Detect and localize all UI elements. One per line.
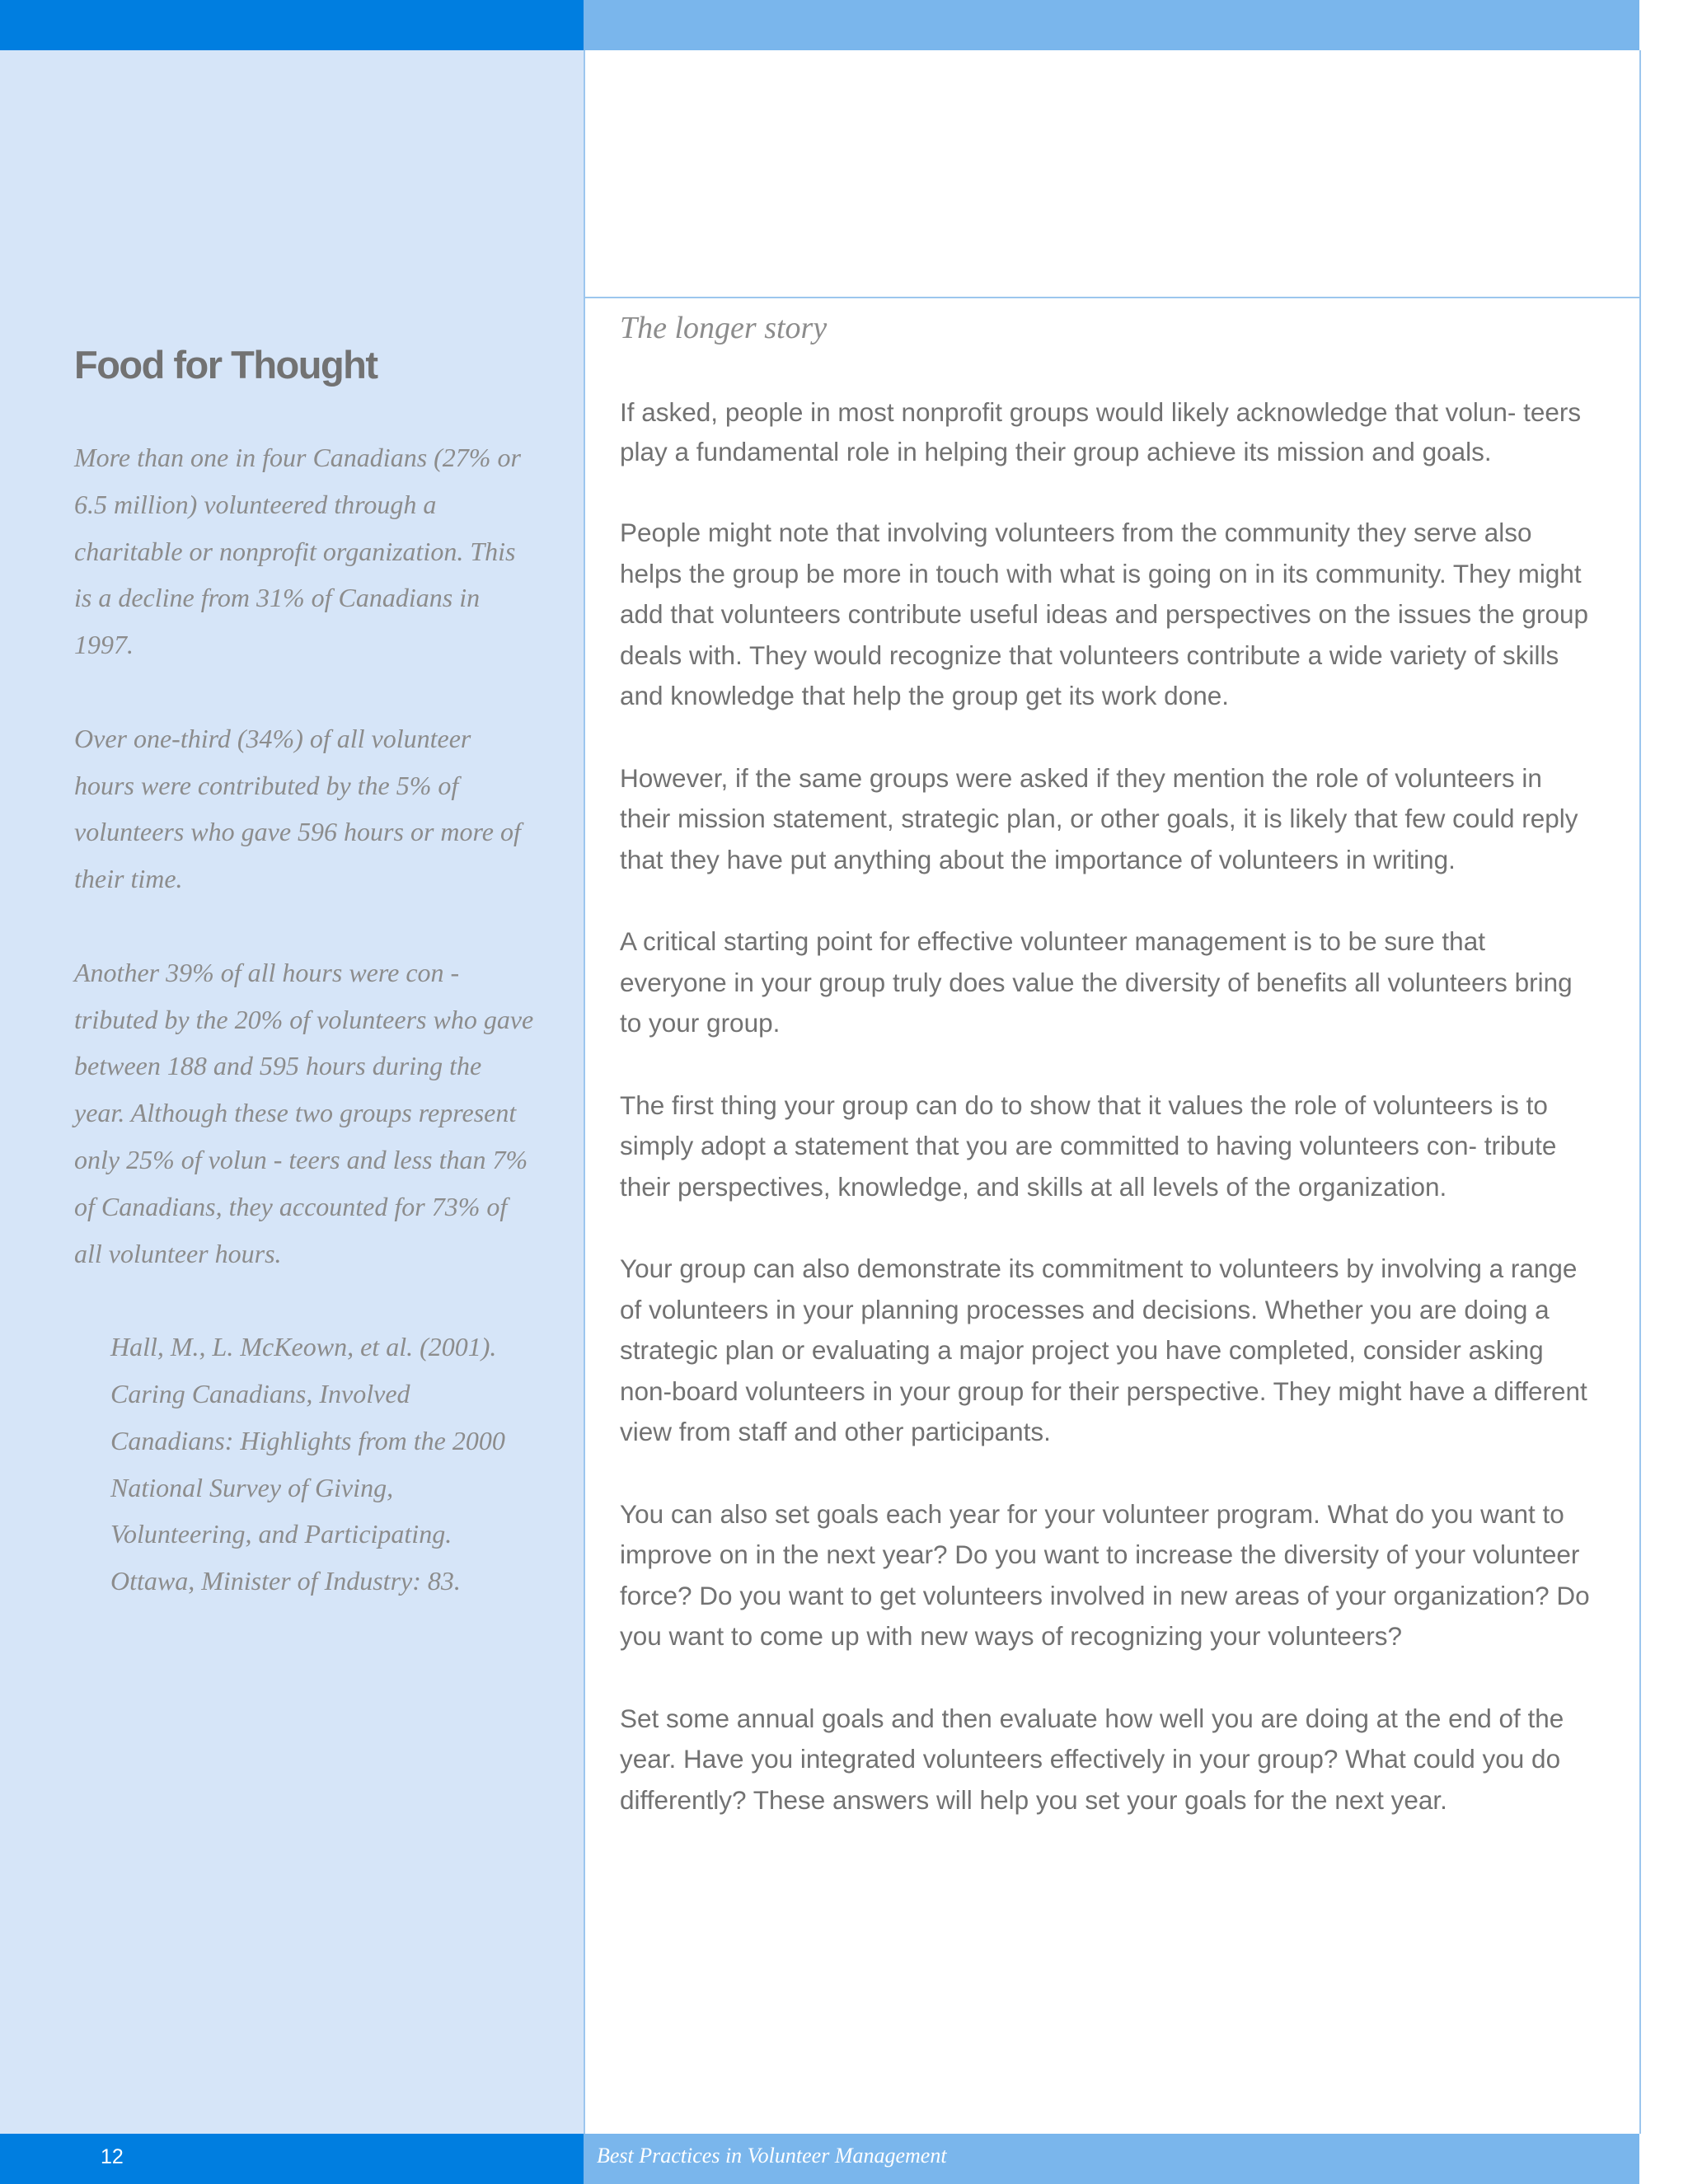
sidebar-body	[74, 434, 536, 1605]
page-number: 12	[101, 2145, 124, 2168]
body-paragraph: Set some annual goals and then evaluate how well you are doing at the end of the year. Have you integrated volunteers effectively in your group? What could you do differently? These answers will help you set your goals for the next year.	[620, 1703, 1564, 1815]
body-paragraph: If asked, people in most nonprofit groups would likely acknowledge that volun- teers play a fundamental role in helping their group achieve its mission and goals.	[620, 397, 1582, 466]
body-paragraph: People might note that involving volunteers from the community they serve also helps the group be more in touch with what is going on in its community. They might add that volunteers contribute useful ideas and perspectives on the issues the group deals with. They would recognize that volunteers contribute a wide variety of skills and knowledge that help the group get its work done.	[620, 518, 1589, 710]
main-body	[620, 392, 1592, 1821]
top-bar-left	[0, 0, 584, 50]
body-paragraph: A critical starting point for effective volunteer management is to be sure that everyone in your group truly does value the diversity of benefits all volunteers bring to your group.	[620, 926, 1573, 1038]
body-paragraph: Your group can also demonstrate its commitment to volunteers by involving a range of volunteers in your planning processes and decisions. Whether you are doing a strategic plan or evaluating a major project you have completed, consider asking non-board volunteers in your group for their perspective. They might have a different view from staff and other participants.	[620, 1254, 1587, 1446]
sidebar-paragraph: More than one in four Canadians (27% or 6.5 million) volunteered through a charitable or nonprofit organization. This is a decline from 31% of Canadians in 1997.	[74, 443, 521, 660]
body-paragraph: However, if the same groups were asked if they mention the role of volunteers in their mission statement, strategic plan, or other goals, it is likely that few could reply that they have put anything about the importance of volunteers in writing.	[620, 762, 1578, 874]
sidebar-paragraph: Another 39% of all hours were con - tributed by the 20% of volunteers who gave between 188 and 595 hours during the year. Although these two groups represent only 25% of volun - teers and less than 7% of Canadians, they accounted for 73% of all volunteer hours.	[74, 957, 534, 1268]
body-paragraph: You can also set goals each year for your volunteer program. What do you want to improve on in the next year? Do you want to increase the diversity of your volunteer force? Do you want to get volunteers involved in new areas of your organization? Do you want to come up with new ways of recognizing your volunteers?	[620, 1498, 1590, 1651]
top-bar-right	[584, 0, 1639, 50]
section-title: The longer story	[620, 311, 828, 345]
footer-publication-title: Best Practices in Volunteer Management	[597, 2144, 947, 2168]
body-paragraph: The first thing your group can do to show that it values the role of volunteers is to simply adopt a statement that you are committed to having volunteers con- tribute their perspectives, knowledge, and skills at all levels of the organization.	[620, 1090, 1557, 1202]
sidebar-paragraph: Over one-third (34%) of all volunteer hours were contributed by the 5% of volunteers who gave 596 hours or more of their time.	[74, 723, 521, 894]
sidebar-heading: Food for Thought	[74, 343, 377, 387]
footer-bar-left	[0, 2134, 584, 2184]
header-divider	[585, 297, 1639, 298]
sidebar-citation: Hall, M., L. McKeown, et al. (2001). Caring Canadians, Involved Canadians: Highlights from the 2000 National Survey of Giving, Volunteering, and Participating. Ottawa, Minister of Industry: 83.	[110, 1332, 505, 1596]
